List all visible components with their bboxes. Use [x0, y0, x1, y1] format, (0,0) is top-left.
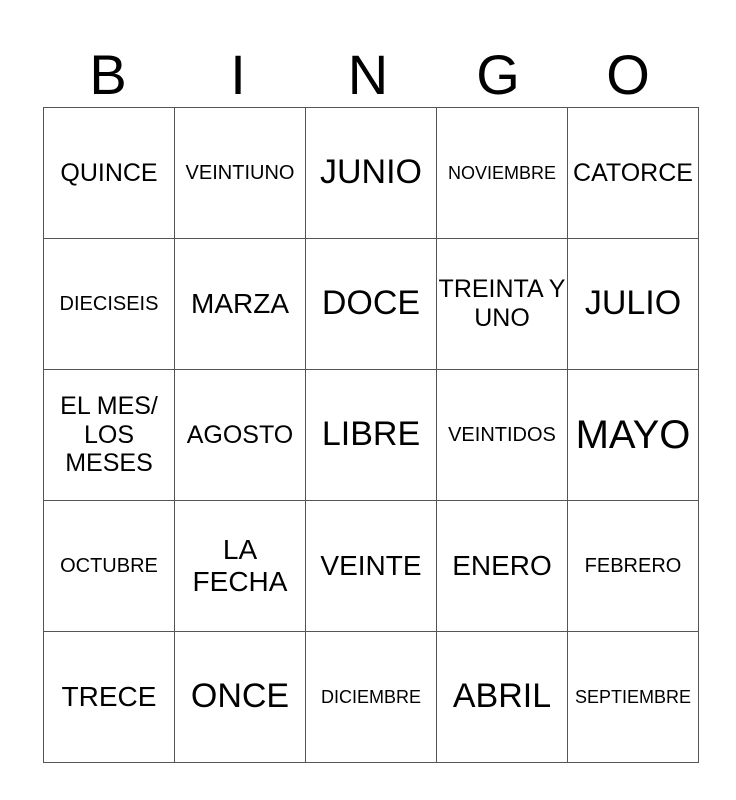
- bingo-cell[interactable]: [175, 501, 306, 632]
- bingo-cell[interactable]: [568, 501, 699, 632]
- cell-label: DICIEMBRE: [320, 686, 421, 707]
- cell-label: ENERO: [452, 549, 552, 581]
- bingo-board: [43, 107, 699, 763]
- cell-label: QUINCE: [60, 158, 158, 187]
- bingo-cell[interactable]: [568, 108, 699, 239]
- bingo-cell[interactable]: [306, 501, 437, 632]
- cell-label: MARZA: [191, 287, 289, 319]
- cell-label: MAYO: [575, 413, 691, 457]
- bingo-cell[interactable]: [437, 108, 568, 239]
- bingo-cell[interactable]: [44, 501, 175, 632]
- cell-label: FEBRERO: [584, 554, 682, 577]
- bingo-cell[interactable]: [306, 108, 437, 239]
- bingo-cell[interactable]: [306, 370, 437, 501]
- board-row: [44, 632, 699, 763]
- bingo-cell[interactable]: [44, 108, 175, 239]
- header-letter-b: B: [89, 43, 127, 106]
- cell-label: EL MES/ LOS MESES: [60, 391, 158, 478]
- bingo-cell[interactable]: [568, 632, 699, 763]
- cell-label: JUNIO: [320, 153, 422, 192]
- board-row: [44, 370, 699, 501]
- bingo-header: [43, 42, 693, 108]
- bingo-cell[interactable]: [306, 239, 437, 370]
- header-letter-i: I: [230, 43, 246, 106]
- header-letter-n: N: [347, 43, 389, 106]
- bingo-cell[interactable]: [175, 632, 306, 763]
- cell-label: ABRIL: [452, 677, 552, 716]
- cell-label: VEINTIUNO: [185, 161, 295, 184]
- bingo-cell[interactable]: [175, 239, 306, 370]
- header-letter-g: G: [476, 43, 520, 106]
- cell-label: JULIO: [584, 284, 682, 323]
- cell-label: DOCE: [321, 284, 421, 323]
- bingo-cell[interactable]: [44, 239, 175, 370]
- cell-label: LA FECHA: [192, 533, 288, 597]
- bingo-cell[interactable]: [175, 370, 306, 501]
- bingo-cell[interactable]: [437, 370, 568, 501]
- cell-label: TREINTA Y UNO: [438, 275, 566, 332]
- bingo-cell[interactable]: [568, 239, 699, 370]
- cell-label: ONCE: [190, 677, 290, 716]
- cell-label: AGOSTO: [186, 420, 294, 449]
- bingo-cell[interactable]: [306, 632, 437, 763]
- cell-label: LIBRE: [321, 415, 421, 454]
- bingo-cell[interactable]: [44, 632, 175, 763]
- cell-label: DIECISEIS: [59, 292, 159, 315]
- board-row: [44, 108, 699, 239]
- bingo-cell[interactable]: [437, 501, 568, 632]
- bingo-cell[interactable]: [44, 370, 175, 501]
- header-letter-o: O: [606, 43, 650, 106]
- bingo-cell[interactable]: [437, 239, 568, 370]
- cell-label: SEPTIEMBRE: [574, 686, 692, 707]
- cell-label: NOVIEMBRE: [447, 162, 557, 183]
- cell-label: VEINTIDOS: [448, 423, 556, 446]
- board-row: [44, 239, 699, 370]
- cell-label: CATORCE: [573, 158, 693, 187]
- bingo-cell[interactable]: [175, 108, 306, 239]
- cell-label: TRECE: [61, 680, 157, 712]
- bingo-cell[interactable]: [437, 632, 568, 763]
- cell-label: OCTUBRE: [60, 554, 158, 577]
- bingo-cell[interactable]: [568, 370, 699, 501]
- cell-label: VEINTE: [320, 549, 422, 581]
- board-row: [44, 501, 699, 632]
